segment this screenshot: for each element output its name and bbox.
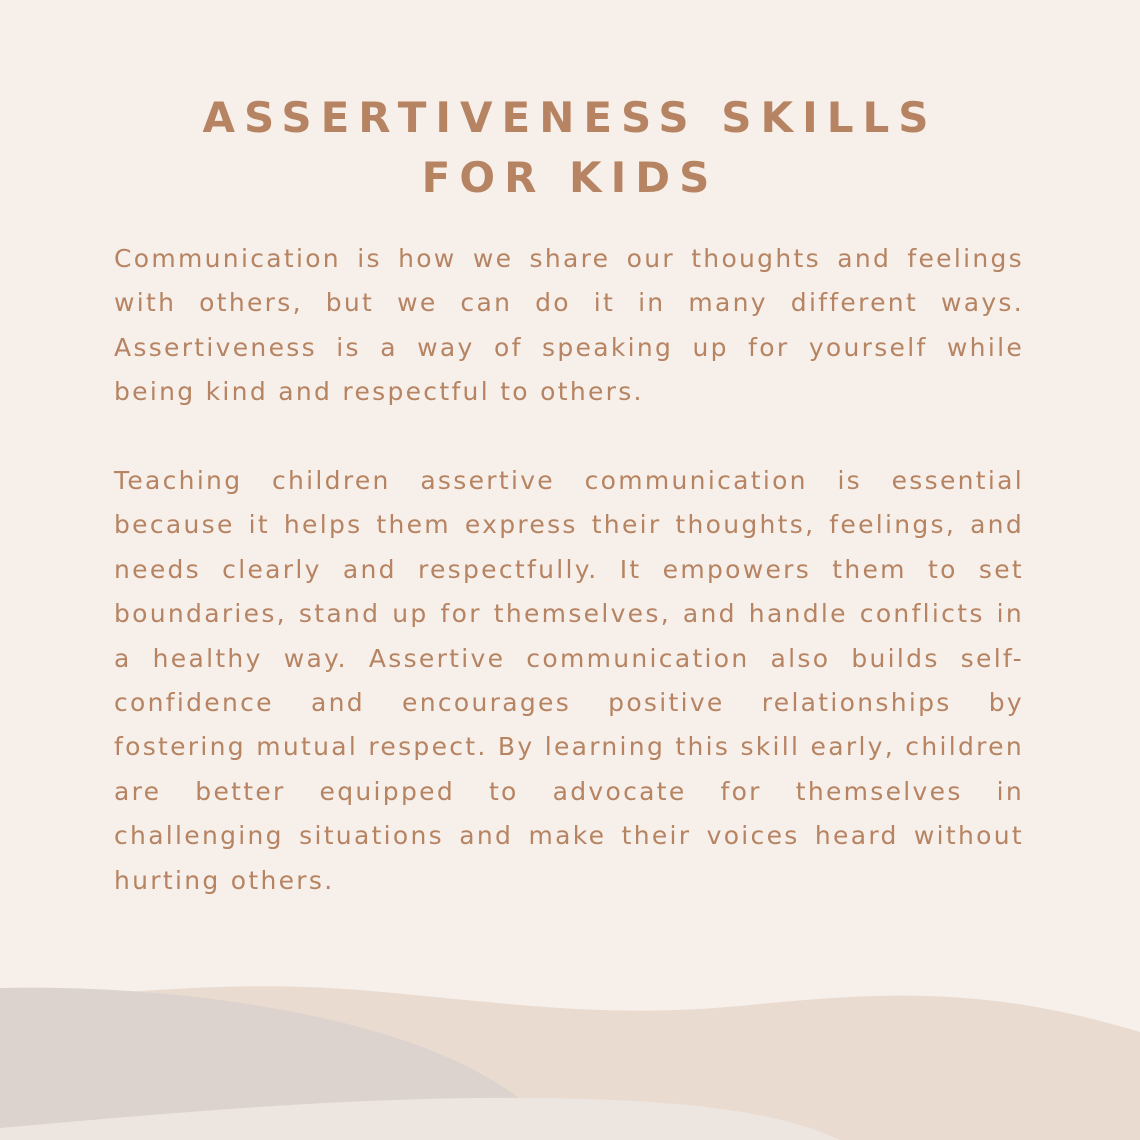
decorative-waves — [0, 970, 1140, 1140]
title-line-1: ASSERTIVENESS SKILLS — [202, 93, 938, 142]
intro-paragraph: Communication is how we share our thoughts and feelings with others, but we can do it in many different ways. Assertiveness is a way of speaking up for yourself while being kind and respectful to others. — [114, 244, 1024, 407]
page-title — [0, 88, 1140, 208]
teaching-paragraph: Teaching children assertive communication is essential because it helps them express their thoughts, feelings, and needs clearly and respectfully. It empowers them to set boundaries, stand up for themselves, and handle conflicts in a healthy way. Assertive communication also builds self-confidence and encourages positive relationships by fostering mutual respect. By learning this skill early, children are better equipped to advocate for themselves in challenging situations and make their voices heard without hurting others. — [114, 466, 1024, 895]
title-line-2: FOR KIDS — [421, 153, 719, 202]
